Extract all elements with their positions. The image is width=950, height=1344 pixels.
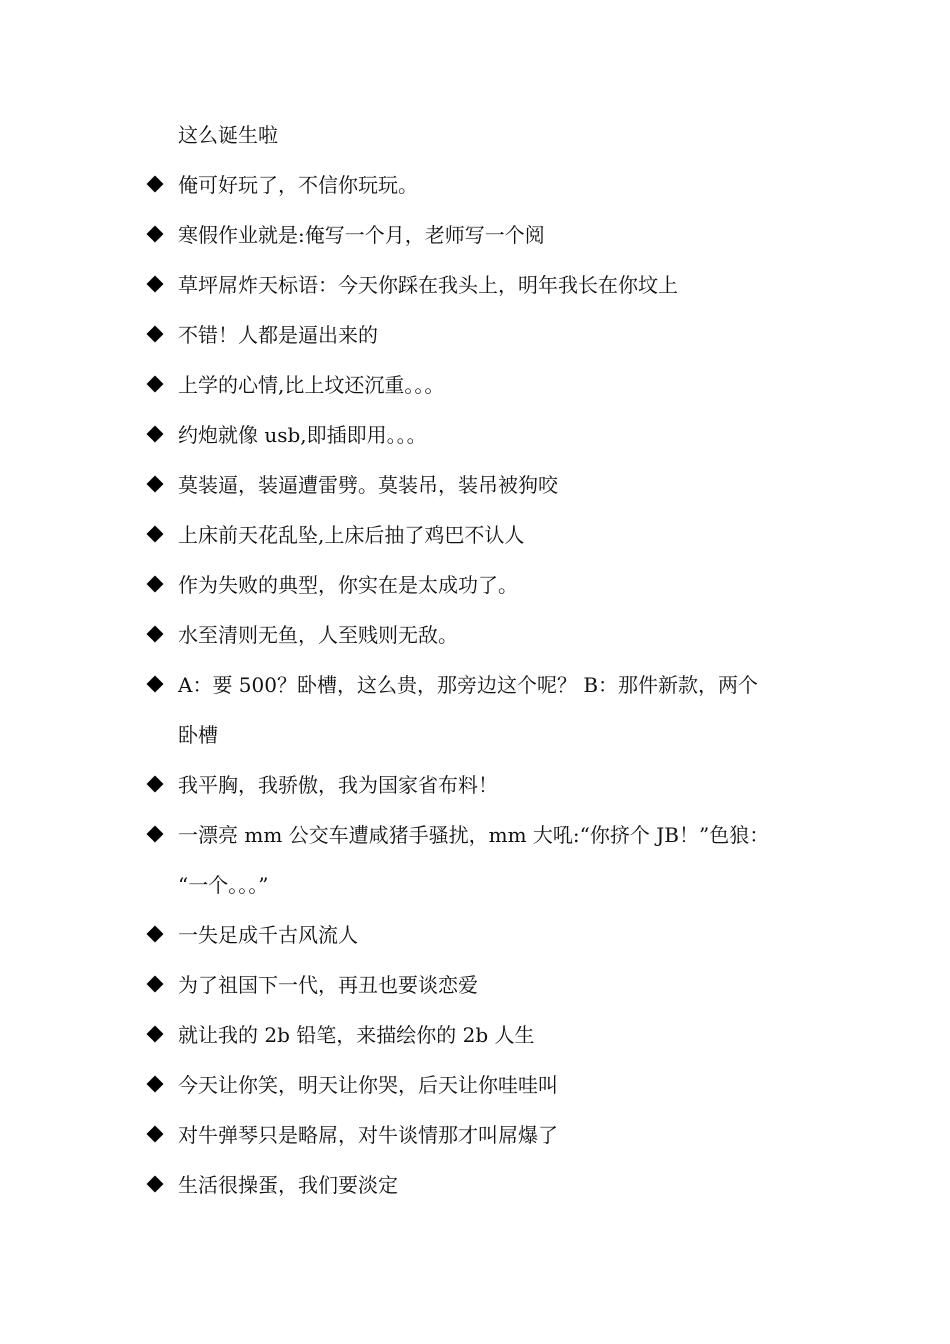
bullet-line <box>145 1010 825 1060</box>
document-body <box>145 110 825 1210</box>
text-line <box>145 110 825 160</box>
diamond-bullet-icon <box>145 1060 167 1110</box>
diamond-bullet-icon <box>145 560 167 610</box>
bullet-line <box>145 610 825 660</box>
diamond-bullet-icon <box>145 810 167 860</box>
diamond-bullet-icon <box>145 760 167 810</box>
line-text: 寒假作业就是:俺写一个月，老师写一个阅 <box>178 223 545 247</box>
diamond-bullet-icon <box>145 1010 167 1060</box>
line-text: 作为失败的典型，你实在是太成功了。 <box>178 573 518 597</box>
line-text: A：要 500？卧槽，这么贵，那旁边这个呢？ B：那件新款，两个 <box>178 673 759 697</box>
diamond-bullet-icon <box>145 660 167 710</box>
bullet-line <box>145 760 825 810</box>
diamond-bullet-icon <box>145 960 167 1010</box>
diamond-bullet-icon <box>145 510 167 560</box>
text-line <box>145 860 825 910</box>
line-text: 生活很操蛋，我们要淡定 <box>178 1173 398 1197</box>
line-text: 卧槽 <box>178 723 218 747</box>
bullet-line <box>145 810 825 860</box>
diamond-bullet-icon <box>145 310 167 360</box>
line-text: 草坪屌炸天标语：今天你踩在我头上，明年我长在你坟上 <box>178 273 678 297</box>
bullet-line <box>145 510 825 560</box>
line-text: 为了祖国下一代，再丑也要谈恋爱 <box>178 973 478 997</box>
line-text: 这么诞生啦 <box>178 123 278 147</box>
line-text: 水至清则无鱼，人至贱则无敌。 <box>178 623 458 647</box>
line-text: 今天让你笑，明天让你哭，后天让你哇哇叫 <box>178 1073 558 1097</box>
line-text: 一漂亮 mm 公交车遭咸猪手骚扰，mm 大吼:“你挤个 JB！”色狼： <box>178 823 770 847</box>
bullet-line <box>145 910 825 960</box>
line-text: “一个。。。” <box>178 873 269 897</box>
bullet-line <box>145 660 825 710</box>
line-text: 不错！人都是逼出来的 <box>178 323 378 347</box>
bullet-line <box>145 160 825 210</box>
bullet-line <box>145 360 825 410</box>
diamond-bullet-icon <box>145 1110 167 1160</box>
bullet-line <box>145 1160 825 1210</box>
bullet-line <box>145 560 825 610</box>
diamond-bullet-icon <box>145 260 167 310</box>
diamond-bullet-icon <box>145 160 167 210</box>
line-text: 约炮就像 usb,即插即用。。。 <box>178 423 427 447</box>
bullet-line <box>145 310 825 360</box>
line-text: 对牛弹琴只是略屌，对牛谈情那才叫屌爆了 <box>178 1123 558 1147</box>
bullet-line <box>145 1110 825 1160</box>
diamond-bullet-icon <box>145 360 167 410</box>
line-text: 就让我的 2b 铅笔，来描绘你的 2b 人生 <box>178 1023 535 1047</box>
diamond-bullet-icon <box>145 460 167 510</box>
line-text: 上床前天花乱坠,上床后抽了鸡巴不认人 <box>178 523 525 547</box>
bullet-line <box>145 1060 825 1110</box>
bullet-line <box>145 210 825 260</box>
bullet-line <box>145 460 825 510</box>
diamond-bullet-icon <box>145 610 167 660</box>
diamond-bullet-icon <box>145 910 167 960</box>
diamond-bullet-icon <box>145 410 167 460</box>
bullet-line <box>145 410 825 460</box>
diamond-bullet-icon <box>145 210 167 260</box>
line-text: 莫装逼，装逼遭雷劈。莫装吊，装吊被狗咬 <box>178 473 558 497</box>
line-text: 我平胸，我骄傲，我为国家省布料！ <box>178 773 498 797</box>
bullet-line <box>145 260 825 310</box>
line-text: 一失足成千古风流人 <box>178 923 358 947</box>
line-text: 上学的心情,比上坟还沉重。。。 <box>178 373 445 397</box>
diamond-bullet-icon <box>145 1160 167 1210</box>
line-text: 俺可好玩了，不信你玩玩。 <box>178 173 418 197</box>
bullet-line <box>145 960 825 1010</box>
text-line <box>145 710 825 760</box>
